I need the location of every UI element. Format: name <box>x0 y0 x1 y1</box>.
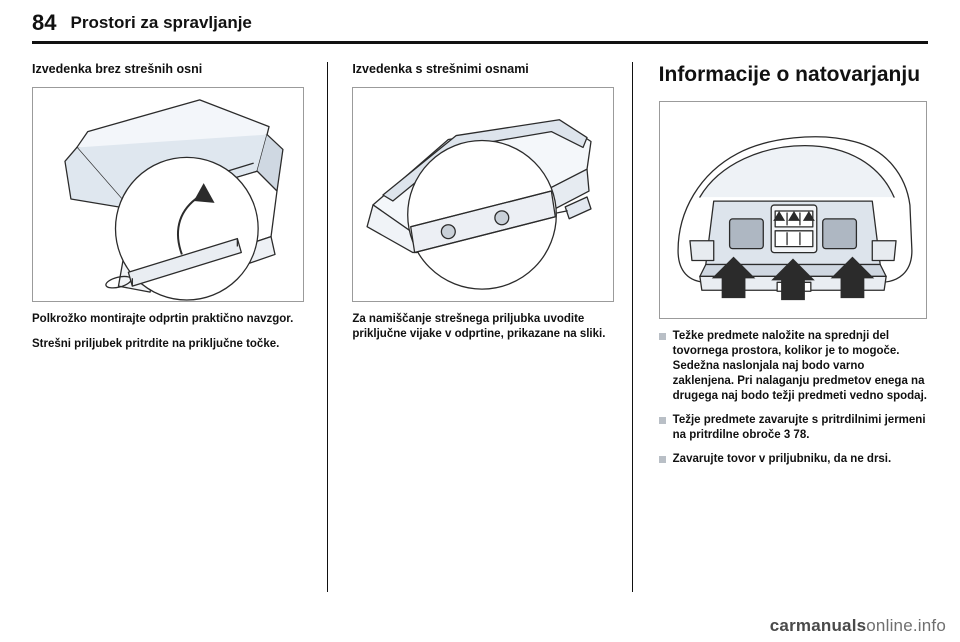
bullet-square-icon <box>659 456 666 463</box>
middle-column <box>336 62 623 602</box>
page-number: 84 <box>32 10 57 35</box>
car-rear-roof-without-rails-illustration <box>33 88 303 301</box>
right-column <box>641 62 928 602</box>
left-paragraph-2: Strešni priljubek pritrdite na priključne točke. <box>32 338 280 350</box>
figure-roof-with-rails <box>352 87 614 302</box>
mount-point-left-icon <box>442 225 456 239</box>
page-title: Prostori za spravljanje <box>70 13 252 32</box>
cargo-area-loading-illustration <box>660 102 926 318</box>
column-divider-2 <box>632 62 633 592</box>
watermark-suffix: online.info <box>866 616 946 635</box>
middle-paragraph-1: Za namiščanje strešnega priljubka uvodite priključne vijake v odprtine, prikazane na sliki. <box>352 313 606 340</box>
left-subheading: Izvedenka brez strešnih osni <box>32 62 203 76</box>
figure-roof-without-rails <box>32 87 304 302</box>
list-item-text: Zavarujte tovor v priljubniku, da ne drsi. <box>672 453 892 465</box>
figure-cargo-loading <box>659 101 927 319</box>
load-direction-arrows-icon <box>711 257 873 301</box>
column-divider-1 <box>327 62 328 592</box>
list-item <box>659 452 928 467</box>
bullet-square-icon <box>659 333 666 340</box>
list-item <box>659 329 928 404</box>
list-item-text: Težje predmete zavarujte s pritrdilnimi jermeni na pritrdilne obroče 3 78. <box>672 414 926 441</box>
list-item <box>659 413 928 443</box>
watermark-prefix: carmanuals <box>769 616 867 635</box>
car-roof-with-rails-illustration <box>353 88 613 301</box>
middle-subheading: Izvedenka s strešnimi osnami <box>352 62 529 76</box>
page-columns <box>32 62 928 602</box>
right-section-title: Informacije o natovarjanju <box>658 63 921 86</box>
page-header <box>32 10 928 44</box>
list-item-text: Težke predmete naložite na sprednji del tovornega prostora, kolikor je to mogoče. Sedežna naslonjala naj bodo varno zaklenjena. Pri nalaganju predmetov enega na drugega naj bodo težji predmeti vedno spodaj. <box>672 330 927 402</box>
left-column <box>32 62 319 602</box>
watermark <box>770 616 946 636</box>
bullet-square-icon <box>659 417 666 424</box>
left-paragraph-1: Polkrožko montirajte odprtin praktično navzgor. <box>32 313 294 325</box>
mount-point-right-icon <box>495 211 509 225</box>
loading-info-bullets <box>659 329 928 467</box>
